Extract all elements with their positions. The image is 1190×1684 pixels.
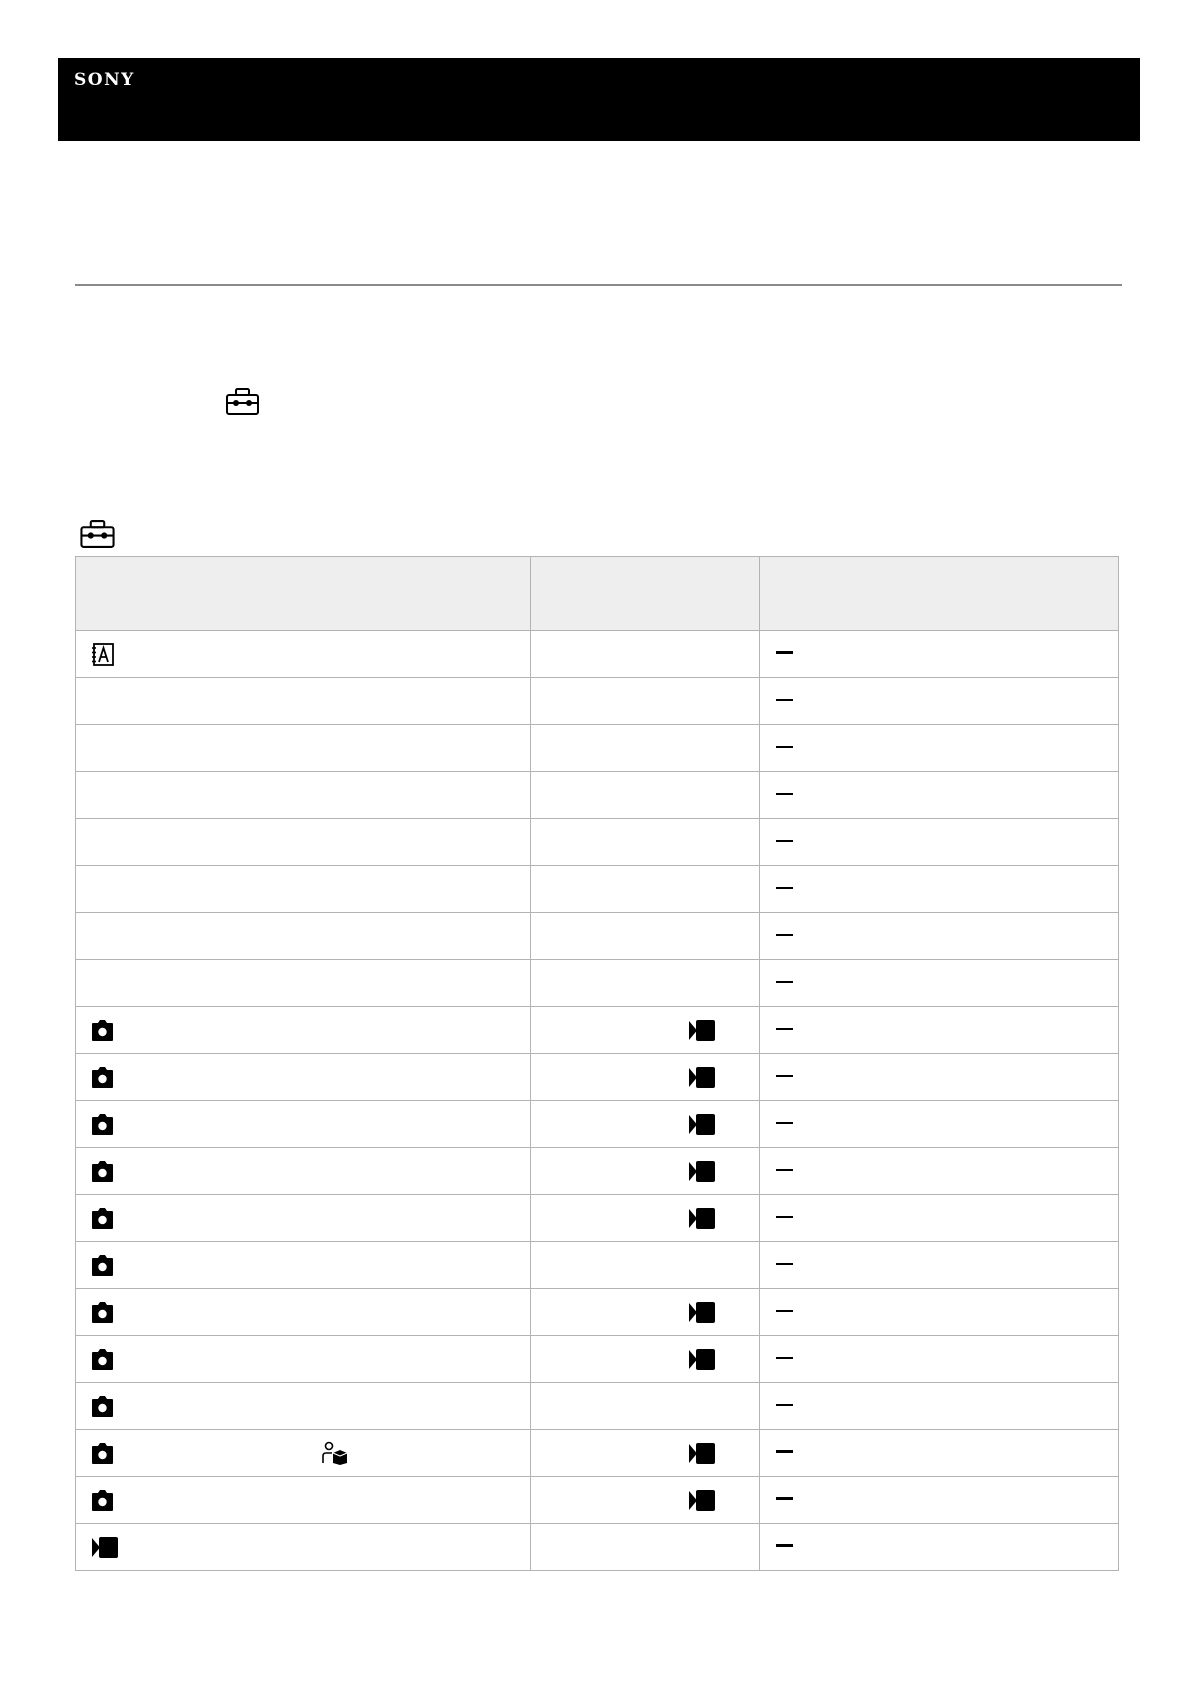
mode-cell xyxy=(531,772,760,819)
table-row xyxy=(76,913,1119,960)
mode-cell xyxy=(531,1289,760,1336)
still-camera-icon xyxy=(91,1395,114,1418)
value-cell xyxy=(760,678,1119,725)
dash-mark xyxy=(776,1216,793,1218)
item-cell xyxy=(76,1430,531,1477)
value-cell xyxy=(760,866,1119,913)
table-row xyxy=(76,1101,1119,1148)
mode-cell xyxy=(531,819,760,866)
header-cell xyxy=(76,557,531,631)
value-cell xyxy=(760,1524,1119,1571)
value-cell xyxy=(760,1336,1119,1383)
item-cell xyxy=(76,1477,531,1524)
still-camera-icon xyxy=(91,1348,114,1371)
still-camera-icon xyxy=(91,1254,114,1277)
dash-mark xyxy=(776,1122,793,1124)
dash-mark xyxy=(776,1450,793,1453)
header-bar xyxy=(58,58,1140,141)
table-row xyxy=(76,1054,1119,1101)
table-row xyxy=(76,1242,1119,1289)
table-row xyxy=(76,960,1119,1007)
table-row xyxy=(76,772,1119,819)
item-cell xyxy=(76,1054,531,1101)
table-row xyxy=(76,725,1119,772)
value-cell xyxy=(760,1383,1119,1430)
dash-mark xyxy=(776,1497,793,1500)
mode-cell xyxy=(531,1242,760,1289)
movie-icon xyxy=(688,1348,716,1371)
mode-cell xyxy=(531,1195,760,1242)
dash-mark xyxy=(776,1075,793,1077)
table-row xyxy=(76,631,1119,678)
dash-mark xyxy=(776,934,793,936)
dash-mark xyxy=(776,1544,793,1547)
movie-icon xyxy=(688,1160,716,1183)
movie-icon xyxy=(688,1442,716,1465)
table-row xyxy=(76,1195,1119,1242)
mode-cell xyxy=(531,678,760,725)
value-cell xyxy=(760,1148,1119,1195)
mode-cell xyxy=(531,913,760,960)
dash-mark xyxy=(776,651,793,654)
still-camera-icon xyxy=(91,1207,114,1230)
still-camera-icon xyxy=(91,1301,114,1324)
item-cell xyxy=(76,1336,531,1383)
mode-cell xyxy=(531,1148,760,1195)
mode-cell xyxy=(531,725,760,772)
item-cell xyxy=(76,772,531,819)
mode-cell xyxy=(531,1430,760,1477)
mode-cell xyxy=(531,631,760,678)
value-cell xyxy=(760,1430,1119,1477)
item-cell xyxy=(76,1148,531,1195)
toolbox-icon xyxy=(79,520,116,549)
header-cell xyxy=(531,557,760,631)
table-row xyxy=(76,1383,1119,1430)
value-cell xyxy=(760,1007,1119,1054)
item-cell xyxy=(76,866,531,913)
dash-mark xyxy=(776,1357,793,1359)
person-object-icon xyxy=(321,1441,348,1466)
value-cell xyxy=(760,1101,1119,1148)
table-header-row xyxy=(76,557,1119,631)
value-cell xyxy=(760,725,1119,772)
item-cell xyxy=(76,913,531,960)
dash-mark xyxy=(776,887,793,889)
dictionary-a-icon xyxy=(91,643,114,666)
movie-icon xyxy=(688,1301,716,1324)
item-cell xyxy=(76,960,531,1007)
title-divider xyxy=(75,284,1122,286)
item-cell xyxy=(76,725,531,772)
value-cell xyxy=(760,772,1119,819)
table-row xyxy=(76,1336,1119,1383)
brand-logo: SONY xyxy=(74,70,135,90)
mode-cell xyxy=(531,1524,760,1571)
mode-cell xyxy=(531,1477,760,1524)
dash-mark xyxy=(776,1028,793,1030)
item-cell xyxy=(76,819,531,866)
dash-mark xyxy=(776,793,793,795)
movie-icon xyxy=(688,1066,716,1089)
dash-mark xyxy=(776,1263,793,1265)
mode-cell xyxy=(531,960,760,1007)
dash-mark xyxy=(776,1404,793,1406)
movie-icon xyxy=(688,1207,716,1230)
value-cell xyxy=(760,819,1119,866)
table-body xyxy=(76,631,1119,1571)
mode-cell xyxy=(531,1007,760,1054)
settings-table xyxy=(75,556,1119,1571)
item-cell xyxy=(76,1383,531,1430)
toolbox-icon xyxy=(225,388,260,416)
still-camera-icon xyxy=(91,1442,114,1465)
mode-cell xyxy=(531,1101,760,1148)
dash-mark xyxy=(776,746,793,748)
value-cell xyxy=(760,631,1119,678)
table-row xyxy=(76,1477,1119,1524)
value-cell xyxy=(760,913,1119,960)
value-cell xyxy=(760,1054,1119,1101)
still-camera-icon xyxy=(91,1019,114,1042)
table-row xyxy=(76,1007,1119,1054)
mode-cell xyxy=(531,1383,760,1430)
item-cell xyxy=(76,1524,531,1571)
table-row xyxy=(76,866,1119,913)
value-cell xyxy=(760,1242,1119,1289)
table-row xyxy=(76,678,1119,725)
item-cell xyxy=(76,1007,531,1054)
item-cell xyxy=(76,1289,531,1336)
movie-icon xyxy=(688,1489,716,1512)
dash-mark xyxy=(776,1169,793,1171)
dash-mark xyxy=(776,840,793,842)
dash-mark xyxy=(776,699,793,701)
movie-icon xyxy=(91,1536,119,1559)
dash-mark xyxy=(776,1310,793,1312)
item-cell xyxy=(76,631,531,678)
movie-icon xyxy=(688,1113,716,1136)
table-row xyxy=(76,1524,1119,1571)
still-camera-icon xyxy=(91,1066,114,1089)
item-cell xyxy=(76,1195,531,1242)
movie-icon xyxy=(688,1019,716,1042)
still-camera-icon xyxy=(91,1160,114,1183)
mode-cell xyxy=(531,1336,760,1383)
value-cell xyxy=(760,1477,1119,1524)
value-cell xyxy=(760,1289,1119,1336)
item-cell xyxy=(76,1242,531,1289)
still-camera-icon xyxy=(91,1489,114,1512)
table-row xyxy=(76,1430,1119,1477)
dash-mark xyxy=(776,981,793,983)
table-row xyxy=(76,1148,1119,1195)
item-cell xyxy=(76,678,531,725)
still-camera-icon xyxy=(91,1113,114,1136)
table-row xyxy=(76,819,1119,866)
table-row xyxy=(76,1289,1119,1336)
value-cell xyxy=(760,1195,1119,1242)
item-cell xyxy=(76,1101,531,1148)
mode-cell xyxy=(531,1054,760,1101)
header-cell xyxy=(760,557,1119,631)
value-cell xyxy=(760,960,1119,1007)
mode-cell xyxy=(531,866,760,913)
